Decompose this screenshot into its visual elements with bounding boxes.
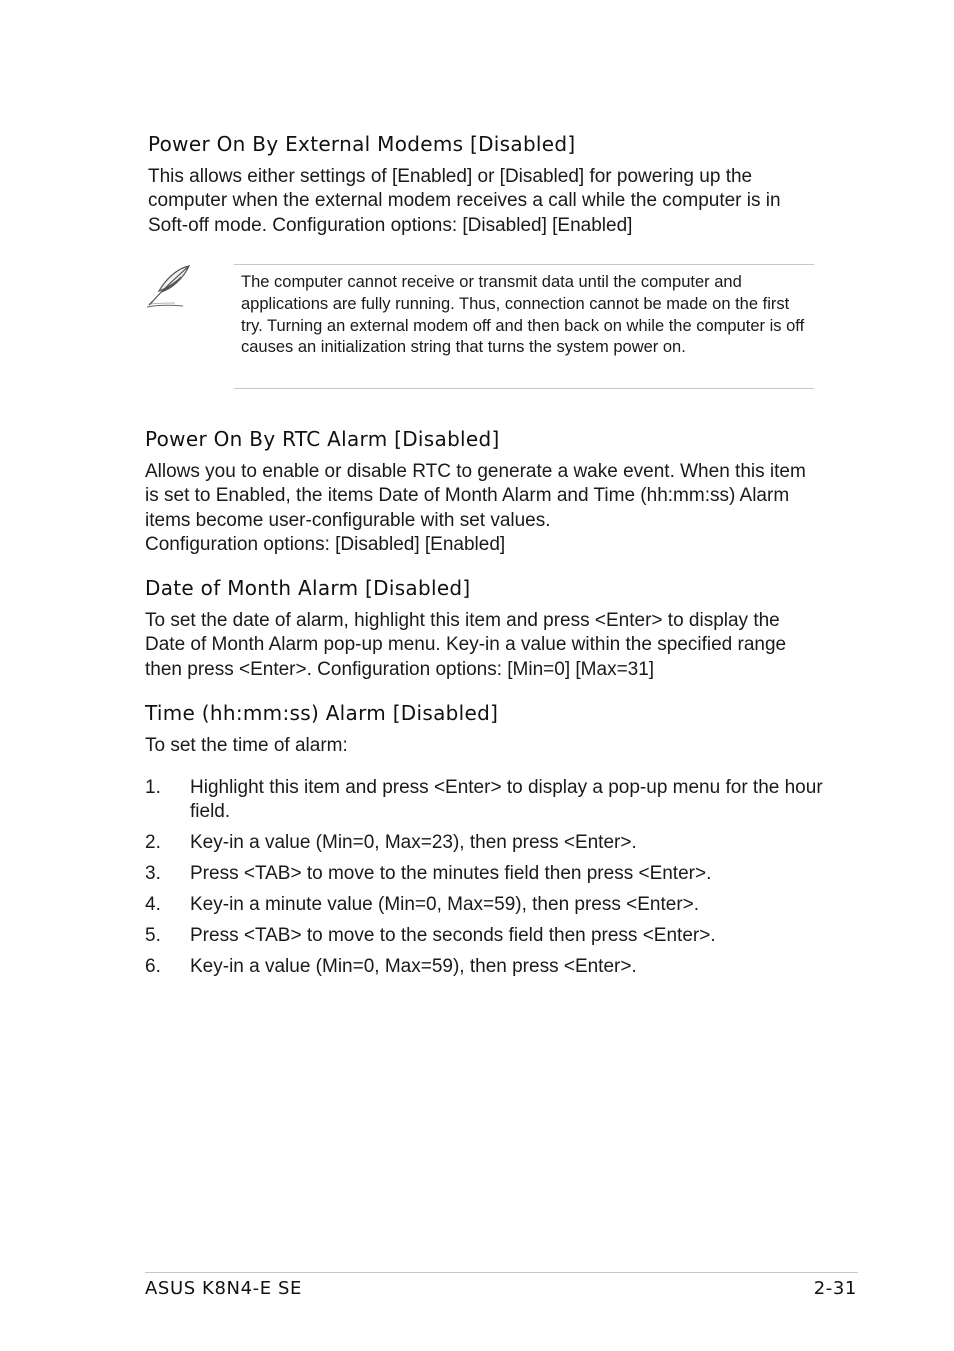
section-body-rtc-options: Configuration options: [Disabled] [Enabled]: [145, 534, 506, 555]
time-alarm-steps: [145, 776, 825, 986]
section-body-date-alarm: To set the date of alarm, highlight this item and press <Enter> to display the Date of Month Alarm pop-up menu. Key-in a value within the specified range then press <Enter>. Configuration options: [Min=0] [Max=31]: [145, 610, 787, 680]
step-text: Press <TAB> to move to the minutes field then press <Enter>.: [190, 863, 712, 885]
footer-product-name: ASUS K8N4-E SE: [145, 1278, 303, 1299]
step-text: Key-in a value (Min=0, Max=23), then press <Enter>.: [190, 832, 637, 854]
section-body-rtc-alarm: Allows you to enable or disable RTC to generate a wake event. When this item is set to Enabled, the items Date of Month Alarm and Time (hh:mm:ss) Alarm items become user-configurable with set values.: [145, 461, 806, 531]
section-heading-time-alarm: Time (hh:mm:ss) Alarm [Disabled]: [145, 701, 499, 725]
list-item: [145, 862, 825, 886]
step-number: 5.: [145, 925, 161, 947]
list-item: [145, 924, 825, 948]
step-text: Press <TAB> to move to the seconds field then press <Enter>.: [190, 925, 716, 947]
note-text: The computer cannot receive or transmit data until the computer and applications are fully running. Thus, connection cannot be made on the first try. Turning an external modem off and then back on while the computer is off causes an initialization string that turns the system power on.: [241, 273, 805, 357]
step-number: 4.: [145, 894, 161, 916]
step-text: Key-in a value (Min=0, Max=59), then press <Enter>.: [190, 956, 637, 978]
list-item: [145, 831, 825, 855]
section-body-time-alarm: To set the time of alarm:: [145, 735, 348, 756]
feather-pen-icon: [145, 263, 195, 309]
step-text: Key-in a minute value (Min=0, Max=59), then press <Enter>.: [190, 894, 700, 916]
step-text: Highlight this item and press <Enter> to display a pop-up menu for the hour field.: [190, 777, 823, 823]
note-box: [234, 264, 814, 389]
step-number: 3.: [145, 863, 161, 885]
section-heading-rtc-alarm: Power On By RTC Alarm [Disabled]: [145, 427, 500, 451]
step-number: 1.: [145, 777, 161, 798]
section-heading-external-modems: Power On By External Modems [Disabled]: [148, 132, 576, 156]
step-number: 2.: [145, 832, 161, 854]
list-item: [145, 776, 825, 825]
section-body-external-modems: This allows either settings of [Enabled] or [Disabled] for powering up the computer when the external modem receives a call while the computer is in Soft-off mode. Configuration options: [Disabled] [Enabled]: [148, 166, 781, 236]
footer-divider: [145, 1272, 858, 1273]
step-number: 6.: [145, 956, 161, 978]
list-item: [145, 955, 825, 979]
footer-page-number: 2-31: [813, 1278, 857, 1299]
section-heading-date-alarm: Date of Month Alarm [Disabled]: [145, 576, 471, 600]
list-item: [145, 893, 825, 917]
